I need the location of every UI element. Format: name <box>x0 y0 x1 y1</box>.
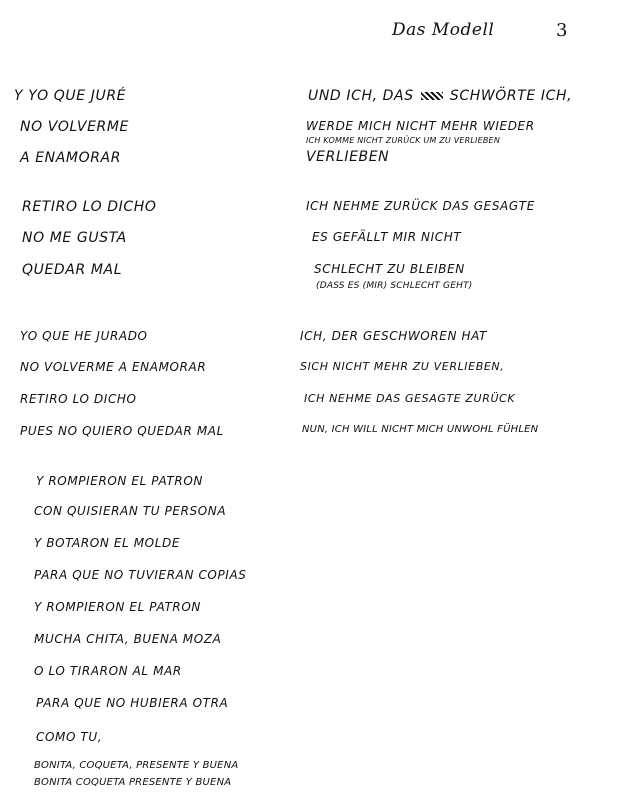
stanza2-spanish-line-2: NO ME GUSTA <box>22 230 127 246</box>
chorus-line-6: MUCHA CHITA, BUENA MOZA <box>34 632 222 646</box>
stanza3-german-line-2: SICH NICHT MEHR ZU VERLIEBEN, <box>300 360 505 373</box>
chorus-line-5: Y ROMPIERON EL PATRON <box>34 600 201 614</box>
stanza1-spanish-line-2: NO VOLVERME <box>20 119 129 135</box>
stanza3-spanish-line-2: NO VOLVERME A ENAMORAR <box>20 360 207 374</box>
chorus-line-7: O LO TIRARON AL MAR <box>34 664 182 678</box>
stanza1-german-note: ICH KOMME NICHT ZURÜCK UM ZU VERLIEBEN <box>306 136 500 145</box>
stanza1-german-line-3: VERLIEBEN <box>306 149 390 165</box>
stanza3-german-line-4: NUN, ICH WILL NICHT MICH UNWOHL FÜHLEN <box>302 424 539 435</box>
crossed-out-word <box>421 92 443 100</box>
chorus-line-4: PARA QUE NO TUVIERAN COPIAS <box>34 568 247 582</box>
stanza2-german-line-1: ICH NEHME ZURÜCK DAS GESAGTE <box>306 199 535 213</box>
chorus-line-11: BONITA COQUETA PRESENTE Y BUENA <box>34 777 232 788</box>
chorus-line-3: Y BOTARON EL MOLDE <box>34 536 181 550</box>
chorus-line-2: CON QUISIERAN TU PERSONA <box>34 504 227 518</box>
stanza2-spanish-line-1: RETIRO LO DICHO <box>22 199 157 215</box>
stanza2-german-line-3: SCHLECHT ZU BLEIBEN <box>314 262 465 276</box>
chorus-line-10: BONITA, COQUETA, PRESENTE Y BUENA <box>34 760 239 771</box>
stanza1-spanish-line-1: Y YO QUE JURÉ <box>14 88 127 104</box>
stanza3-german-line-1: ICH, DER GESCHWOREN HAT <box>300 329 487 343</box>
chorus-line-8: PARA QUE NO HUBIERA OTRA <box>36 696 229 710</box>
german-line-1-part-b: SCHWÖRTE ICH, <box>449 88 573 104</box>
chorus-line-9: COMO TU, <box>36 730 103 744</box>
stanza3-spanish-line-4: PUES NO QUIERO QUEDAR MAL <box>20 424 224 438</box>
stanza1-german-line-1 <box>308 88 572 104</box>
page-title: Das Modell <box>392 20 495 40</box>
stanza1-spanish-line-3: A ENAMORAR <box>20 150 122 166</box>
stanza3-german-line-3: ICH NEHME DAS GESAGTE ZURÜCK <box>304 392 516 405</box>
stanza2-german-note: (DASS ES (MIR) SCHLECHT GEHT) <box>316 281 473 291</box>
stanza3-spanish-line-1: YO QUE HE JURADO <box>20 329 148 343</box>
chorus-line-1: Y ROMPIERON EL PATRON <box>36 474 203 488</box>
german-line-1-part-a: UND ICH, DAS <box>308 88 414 104</box>
stanza1-german-line-2: WERDE MICH NICHT MEHR WIEDER <box>306 119 535 133</box>
stanza2-spanish-line-3: QUEDAR MAL <box>22 262 123 278</box>
stanza2-german-line-2: ES GEFÄLLT MIR NICHT <box>312 230 462 244</box>
stanza3-spanish-line-3: RETIRO LO DICHO <box>20 392 137 406</box>
page-number: 3 <box>556 20 569 41</box>
